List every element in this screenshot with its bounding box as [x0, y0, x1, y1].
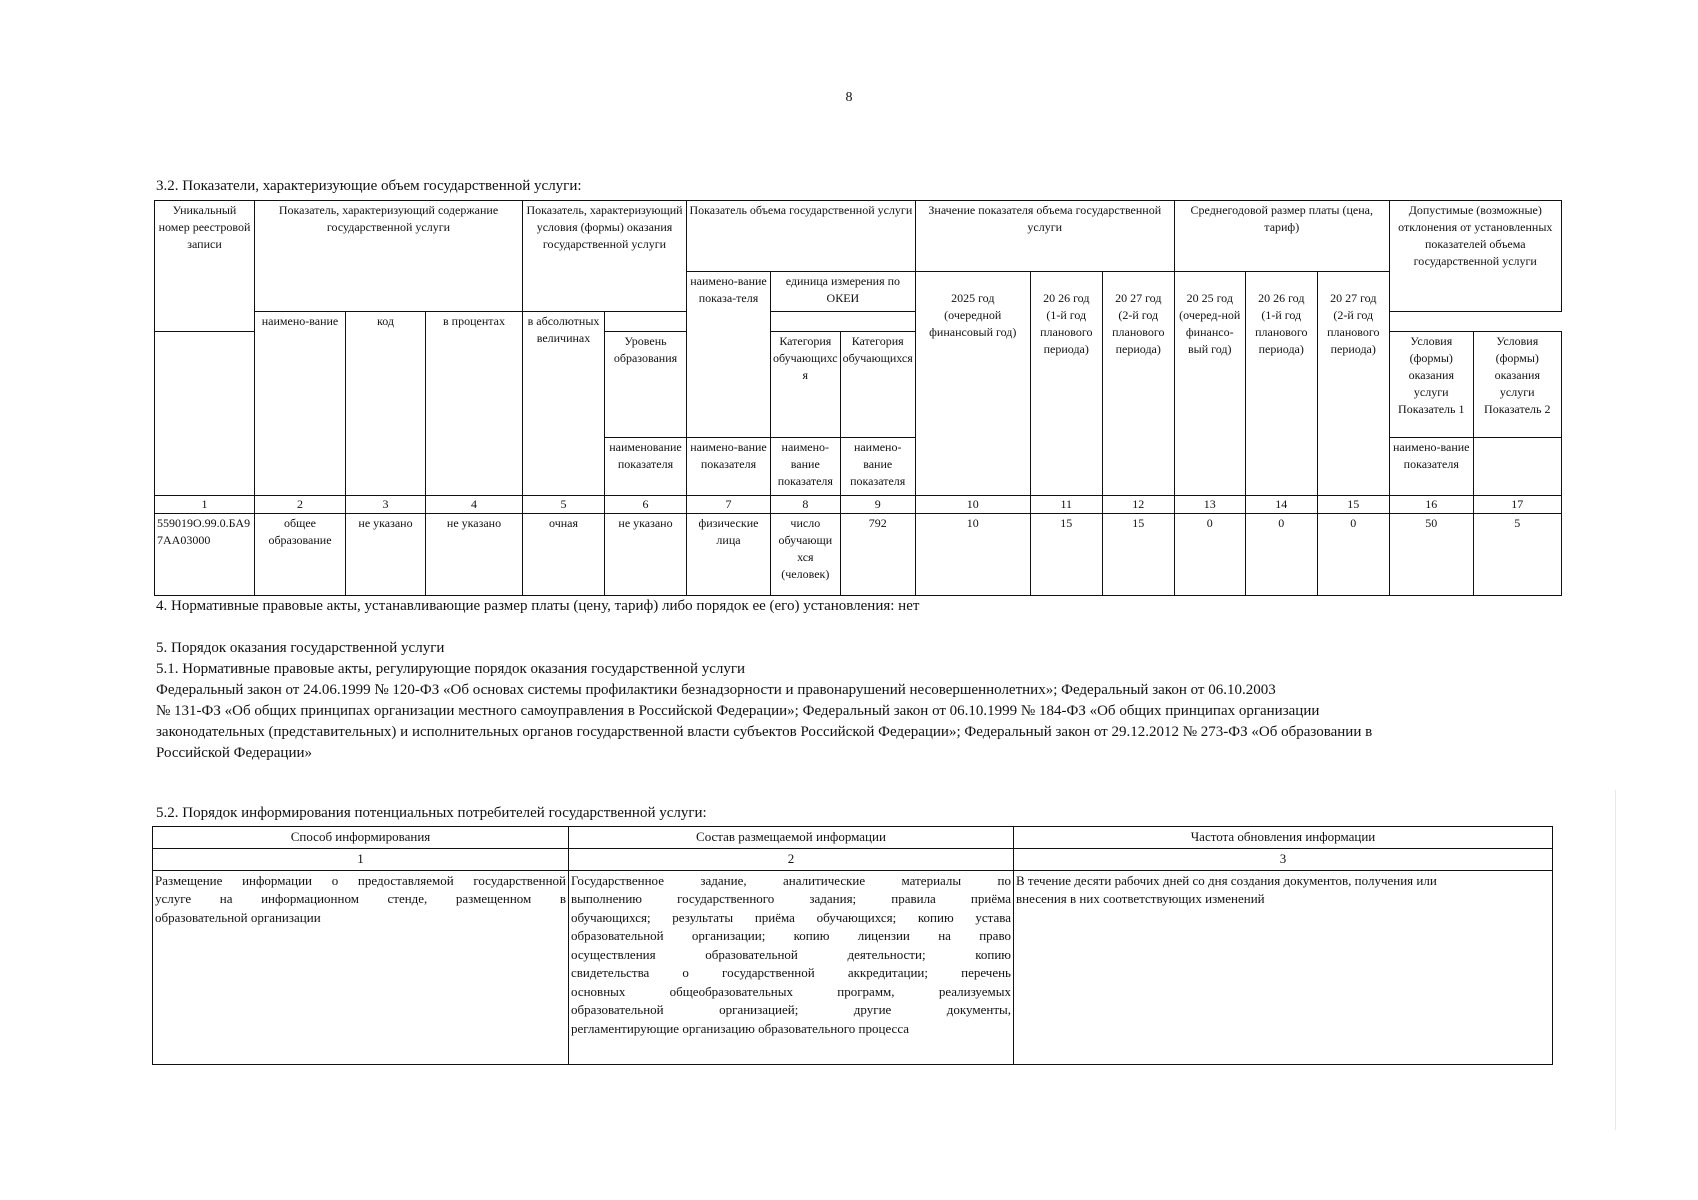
content-line: регламентирующие организацию образовательного процесса [571, 1020, 910, 1036]
header-year-2026-fee [1245, 271, 1317, 495]
section-4-text: 4. Нормативные правовые акты, устанавливающие размер платы (цену, тариф) либо порядок ее (его) установления: нет [156, 598, 920, 614]
header-condition-1: Условия (формы) оказания услуги Показатель 1 [1389, 331, 1473, 437]
cell-condition-1: очная [523, 513, 605, 595]
info-column-number: 2 [569, 849, 1014, 871]
content-line: образовательной организации; копию лицензии на право [571, 928, 1011, 943]
info-frequency-cell [1014, 870, 1553, 1064]
cell-deviation-percent: 50 [1389, 513, 1473, 595]
column-number: 11 [1030, 495, 1102, 513]
header-conditions-indicator: Показатель, характеризующий условия (формы) оказания государственной услуги [523, 201, 687, 312]
year-2027-value-label: 20 27 год [1115, 290, 1162, 305]
column-number: 10 [915, 495, 1030, 513]
label-name-4: наимено-вание показателя [840, 437, 915, 495]
volume-table-caption: 3.2. Показатели, характеризующие объем государственной услуги: [156, 178, 582, 194]
info-table [152, 826, 1553, 1065]
registry-number: 559019О.99.0.БА97АА03000 [155, 513, 255, 595]
scan-artifact-line [1615, 790, 1616, 1130]
info-column-number: 3 [1014, 849, 1553, 871]
header-avg-fee: Среднегодовой размер платы (цена, тариф) [1174, 201, 1389, 272]
header-category-1: Категория обучающихс я [771, 331, 841, 437]
year-2027-fee-sub: (2-й год планового периода) [1327, 307, 1380, 356]
header-unit: единица измерения по ОКЕИ [771, 271, 916, 311]
column-number: 12 [1102, 495, 1174, 513]
header-condition-2: Условия (формы) оказания услуги Показатель 2 [1473, 331, 1561, 437]
cell-indicator-name: физические лица [687, 513, 771, 595]
cell-level: общее образование [255, 513, 346, 595]
cell-fee-2025: 0 [1174, 513, 1245, 595]
label-name-5: наимено-вание показателя [1389, 437, 1473, 495]
frequency-line: внесения в них соответствующих изменений [1016, 891, 1265, 906]
header-year-2025-value [915, 271, 1030, 495]
column-number: 14 [1245, 495, 1317, 513]
method-line: образовательной организации [155, 909, 321, 925]
column-number: 9 [840, 495, 915, 513]
label-name-3: наимено-вание показателя [771, 437, 841, 495]
content-line: свидетельства о государственной аккредитации; перечень [571, 965, 1011, 980]
info-header-content: Состав размещаемой информации [569, 827, 1014, 849]
content-line: обучающихся; результаты приёма обучающихся; копию устава [571, 909, 1011, 925]
year-2025-fee-label: 20 25 год [1186, 290, 1233, 305]
info-table-caption: 5.2. Порядок информирования потенциальных потребителей государственной услуги: [156, 805, 707, 821]
section-5 [156, 638, 1576, 764]
cell-fee-2026: 0 [1245, 513, 1317, 595]
content-line: Государственное задание, аналитические материалы по [571, 872, 1011, 888]
year-2026-fee-sub: (1-й год планового периода) [1255, 307, 1308, 356]
header-indicator-name: наимено-вание показа-теля [687, 271, 771, 437]
cell-fee-2027: 0 [1317, 513, 1389, 595]
header-year-2026-value [1030, 271, 1102, 495]
column-number: 5 [523, 495, 605, 513]
cell-condition-2: не указано [605, 513, 687, 595]
law-line: № 131-ФЗ «Об общих принципах организации местного самоуправления в Российской Федерации»; Федеральный закон от 06.10.1999 № 184-ФЗ «Об общих принципах организации [156, 703, 1320, 719]
header-indicator-name-cont [1473, 437, 1561, 495]
header-year-2025-fee [1174, 271, 1245, 495]
column-number: 13 [1174, 495, 1245, 513]
header-year-2027-fee [1317, 271, 1389, 495]
label-name-1: наименование показателя [605, 437, 687, 495]
year-2026-value-label: 20 26 год [1043, 290, 1090, 305]
header-category-2: Категория обучающихся [840, 331, 915, 437]
column-number: 4 [426, 495, 523, 513]
header-unique-number: Уникальный номер реестровой записи [155, 201, 255, 332]
header-level: Уровень образования [605, 331, 687, 437]
year-2025-value-label: 2025 год [951, 290, 995, 305]
year-2026-value-sub: (1-й год планового периода) [1040, 307, 1093, 356]
table-row [155, 513, 1562, 595]
year-2025-value-sub: (очередной финансовый год) [929, 307, 1017, 339]
table-row [153, 870, 1553, 1064]
law-line: Российской Федерации» [156, 745, 313, 761]
header-absolute: в абсолютных величинах [523, 311, 605, 495]
header-percent: в процентах [426, 311, 523, 495]
method-line: Размещение информации о предоставляемой государственной [155, 872, 566, 888]
volume-indicators-table [154, 200, 1562, 596]
section-5-1-title: 5.1. Нормативные правовые акты, регулирующие порядок оказания государственной услуги [156, 661, 746, 677]
header-unit-name: наимено-вание [255, 311, 346, 495]
header-volume-value: Значение показателя объема государственной услуги [915, 201, 1174, 272]
content-line: выполнению государственного задания; правила приёма [571, 891, 1011, 906]
content-line: образовательной организацией; другие документы, [571, 1002, 1011, 1017]
column-number: 2 [255, 495, 346, 513]
content-line: основных общеобразовательных программ, реализуемых [571, 983, 1011, 999]
info-header-frequency: Частота обновления информации [1014, 827, 1553, 849]
header-unit-code: код [346, 311, 426, 495]
header-content-indicator: Показатель, характеризующий содержание государственной услуги [255, 201, 523, 312]
header-year-2027-value [1102, 271, 1174, 495]
content-line: осуществления образовательной деятельности; копию [571, 946, 1011, 962]
page-number: 8 [845, 90, 853, 105]
column-number: 8 [771, 495, 841, 513]
header-deviations: Допустимые (возможные) отклонения от установленных показателей объема государственной услуги [1389, 201, 1561, 272]
section-5-title: 5. Порядок оказания государственной услуги [156, 640, 445, 656]
cell-value-2025: 10 [915, 513, 1030, 595]
label-name-2: наимено-вание показателя [687, 437, 771, 495]
cell-value-2027: 15 [1102, 513, 1174, 595]
info-column-number: 1 [153, 849, 569, 871]
year-2027-fee-label: 20 27 год [1330, 290, 1377, 305]
info-content-cell [569, 870, 1014, 1064]
cell-value-2026: 15 [1030, 513, 1102, 595]
column-number: 3 [346, 495, 426, 513]
column-number: 15 [1317, 495, 1389, 513]
column-number: 6 [605, 495, 687, 513]
cell-unit-name: число обучающи хся (человек) [771, 513, 841, 595]
law-line: Федеральный закон от 24.06.1999 № 120-ФЗ «Об основах системы профилактики безнадзорности и правонарушений несовершеннолетних»; Федеральный закон от 06.10.2003 [156, 682, 1276, 698]
column-number: 17 [1473, 495, 1561, 513]
year-2027-value-sub: (2-й год планового периода) [1112, 307, 1165, 356]
method-line: услуге на информационном стенде, размещенном в [155, 891, 566, 906]
cell-unit-code: 792 [840, 513, 915, 595]
year-2026-fee-label: 20 26 год [1258, 290, 1305, 305]
header-volume-indicator: Показатель объема государственной услуги [687, 201, 916, 272]
info-method-cell [153, 870, 569, 1064]
year-2025-fee-sub: (очеред-ной финансо-вый год) [1179, 307, 1241, 356]
column-number: 7 [687, 495, 771, 513]
column-number: 1 [155, 495, 255, 513]
cell-deviation-absolute: 5 [1473, 513, 1561, 595]
header-unique-number-cont-2 [155, 437, 255, 495]
law-line: законодательных (представительных) и исполнительных органов государственной власти субъектов Российской Федерации»; Федеральный закон от 29.12.2012 № 273-ФЗ «Об образовании в [156, 724, 1373, 740]
cell-category-2: не указано [426, 513, 523, 595]
info-header-method: Способ информирования [153, 827, 569, 849]
frequency-line: В течение десяти рабочих дней со дня создания документов, получения или [1016, 872, 1437, 888]
cell-category-1: не указано [346, 513, 426, 595]
header-unique-number-cont [155, 331, 255, 437]
column-number: 16 [1389, 495, 1473, 513]
header-deviations-cont [1389, 271, 1561, 311]
column-numbers-row [155, 495, 1562, 513]
